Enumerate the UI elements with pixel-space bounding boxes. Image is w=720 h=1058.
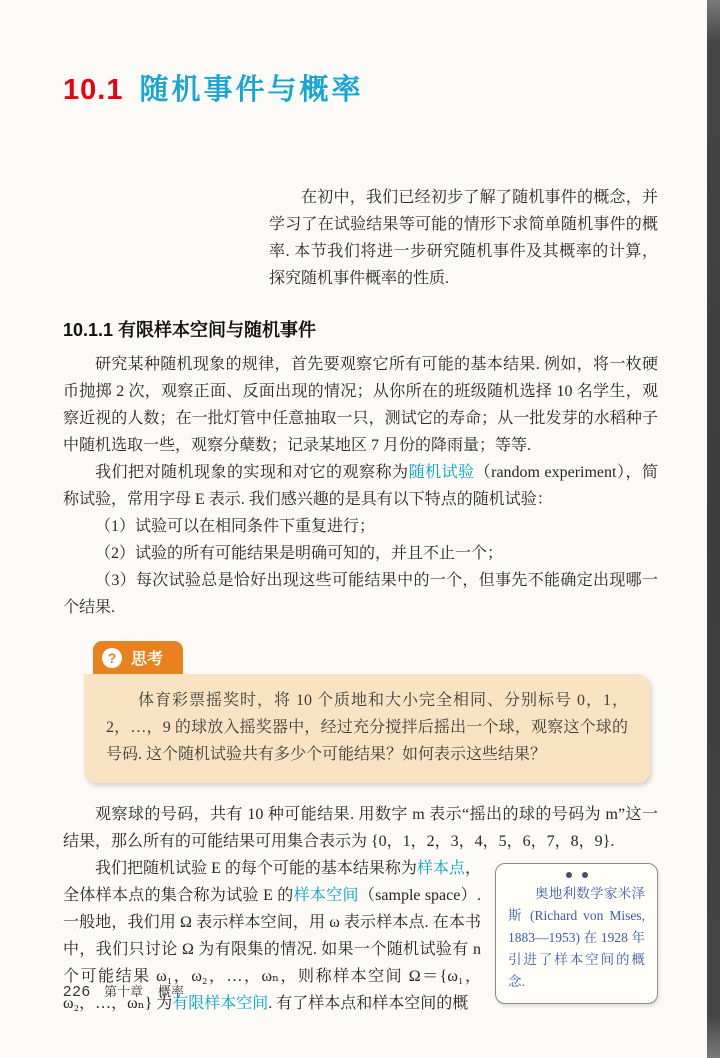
intro-paragraph: 在初中，我们已经初步了解了随机事件的概念，并学习了在试验结果等可能的情形下求简单随机事件的概率. 本节我们将进一步研究随机事件及其概率的计算，探究随机事件概率的性质. bbox=[269, 189, 658, 287]
chapter-label: 第十章 bbox=[104, 984, 144, 999]
p2-text-pre: 我们把对随机现象的实现和对它的观察称为 bbox=[95, 464, 409, 481]
chapter-title: 概率 bbox=[158, 984, 185, 999]
section-number: 10.1 bbox=[63, 74, 124, 106]
page-content bbox=[63, 0, 658, 1017]
page-footer bbox=[63, 981, 184, 1000]
p4-text-mid2: （sample space）. 一般地，我们用 Ω 表示样本空间，用 ω 表示样本点. 在本书中，我们只讨论 Ω 为有限集的情况. 如果一个随机试验有 n 个可能结果 ω₁，ω₂，…，ωₙ，则称样本空间 Ω＝{ω₁，ω₂，…，ωₙ} 为 bbox=[63, 887, 481, 1012]
list-item-2: （2）试验的所有可能结果是明确可知的，并且不止一个； bbox=[95, 545, 504, 562]
paragraph-random-experiment bbox=[63, 459, 658, 513]
p2-text-post: （random experiment），简称试验，常用字母 E 表示. 我们感兴趣的是具有以下特点的随机试验： bbox=[63, 464, 658, 508]
section-title-text: 随机事件与概率 bbox=[139, 74, 364, 106]
think-body bbox=[84, 674, 650, 783]
think-box bbox=[84, 641, 650, 783]
subsection-heading: 10.1.1 有限样本空间与随机事件 bbox=[63, 320, 317, 340]
side-note-text: 奥地利数学家米泽斯 (Richard von Mises, 1883—1953) 在 1928 年引进了样本空间的概念. bbox=[508, 886, 645, 989]
page-edge-strip bbox=[707, 0, 720, 1058]
p4-text-pre: 我们把随机试验 E 的每个可能的基本结果称为 bbox=[95, 860, 417, 877]
term-finite-sample-space: 有限样本空间 bbox=[172, 995, 269, 1012]
page-title bbox=[63, 70, 658, 110]
think-label: 思考 bbox=[131, 651, 164, 668]
paragraph-result: 观察球的号码，共有 10 种可能结果. 用数字 m 表示“摇出的球的号码为 m”这一结果，那么所有的可能结果可用集合表示为 {0，1，2，3，4，5，6，7，8，9}. bbox=[63, 806, 658, 850]
term-sample-point: 样本点 bbox=[416, 860, 465, 877]
term-random-experiment: 随机试验 bbox=[408, 464, 475, 481]
term-sample-space: 样本空间 bbox=[293, 887, 359, 904]
side-note bbox=[495, 863, 658, 1004]
think-question-text: 体育彩票摇奖时，将 10 个质地和大小完全相同、分别标号 0，1，2，…，9 的球放入摇奖器中，经过充分搅拌后摇出一个球，观察这个球的号码. 这个随机试验共有多少个可能结果？如何表示这些结果？ bbox=[106, 692, 628, 763]
list-item-3: （3）每次试验总是恰好出现这些可能结果中的一个，但事先不能确定出现哪一个结果. bbox=[63, 572, 658, 616]
binder-dots-icon bbox=[508, 872, 645, 878]
p4-text-mid1: ，全体样本点的集合称为试验 E 的 bbox=[63, 860, 481, 904]
p4-text-post: . 有了样本点和样本空间的概 bbox=[268, 995, 469, 1012]
page-number: 226 bbox=[63, 983, 92, 1000]
list-item-1: （1）试验可以在相同条件下重复进行； bbox=[95, 518, 376, 535]
question-mark-icon: ? bbox=[102, 648, 122, 668]
paragraph-examples: 研究某种随机现象的规律，首先要观察它所有可能的基本结果. 例如，将一枚硬币抛掷 2 次，观察正面、反面出现的情况；从你所在的班级随机选择 10 名学生，观察近视的人数；在一批灯管中任意抽取一只，测试它的寿命；从一批发芽的水稻种子中随机选取一些，观察分蘖数；记录某地区 7 月份的降雨量；等等. bbox=[63, 356, 658, 454]
think-tab bbox=[93, 641, 183, 674]
